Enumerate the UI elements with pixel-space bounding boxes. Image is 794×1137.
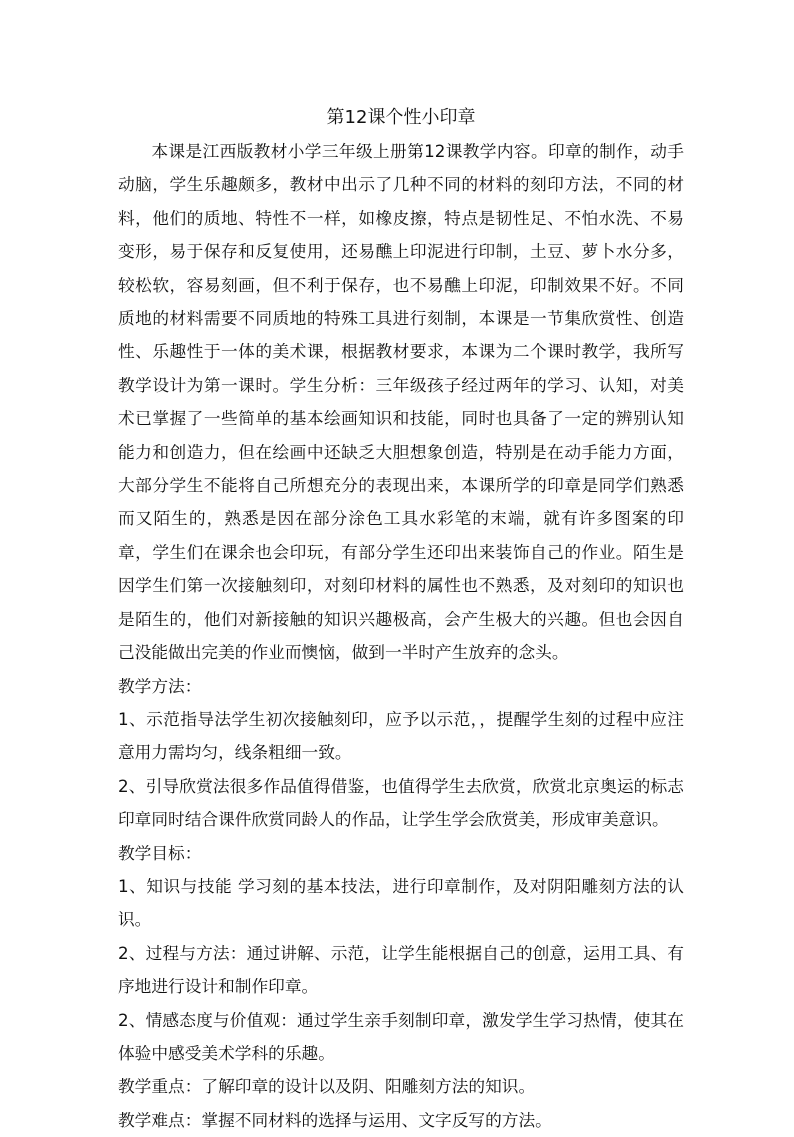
methods-heading: 教学方法： (118, 675, 202, 696)
method-item-2: 2、引导欣赏法很多作品值得借鉴，也值得学生去欣赏，欣赏北京奥运的标志印章同时结合课件欣赏同龄人的作品，让学生学会欣赏美，形成审美意识。 (118, 775, 684, 830)
difficulty-point: 教学难点：掌握不同材料的选择与运用、文字反写的方法。 (118, 1109, 552, 1130)
method-item-1: 1、示范指导法学生初次接触刻印，应予以示范，，提醒学生刻的过程中应注意用力需均匀，线条粗细一致。 (118, 708, 684, 763)
intro-paragraph: 本课是江西版教材小学三年级上册第12课教学内容。印章的制作，动手动脑，学生乐趣颇多，教材中出示了几种不同的材料的刻印方法，不同的材料，他们的质地、特性不一样，如橡皮擦，特点是韧性足、不怕水洗、不易变形，易于保存和反复使用，还易醮上印泥进行印制，土豆、萝卜水分多，较松软，容易刻画，但不利于保存，也不易醮上印泥，印制效果不好。不同质地的材料需要不同质地的特殊工具进行刻制，本课是一节集欣赏性、创造性、乐趣性于一体的美术课，根据教材要求，本课为二个课时教学，我所写教学设计为第一课时。学生分析：三年级孩子经过两年的学习、认知，对美术已掌握了一些简单的基本绘画知识和技能，同时也具备了一定的辨别认知能力和创造力，但在绘画中还缺乏大胆想象创造，特别是在动手能力方面，大部分学生不能将自己所想充分的表现出来，本课所学的印章是同学们熟悉而又陌生的，熟悉是因在部分涂色工具水彩笔的末端，就有许多图案的印章，学生们在课余也会印玩，有部分学生还印出来装饰自己的作业。陌生是因学生们第一次接触刻印，对刻印材料的属性也不熟悉，及对刻印的知识也是陌生的，他们对新接触的知识兴趣极高，会产生极大的兴趣。但也会因自己没能做出完美的作业而懊恼，做到一半时产生放弃的念头。 (118, 141, 684, 663)
key-point: 教学重点：了解印章的设计以及阴、阳雕刻方法的知识。 (118, 1076, 536, 1097)
goal-item-3: 2、情感态度与价值观：通过学生亲手刻制印章，激发学生学习热情，使其在体验中感受美术学科的乐趣。 (118, 1009, 684, 1063)
goals-heading: 教学目标： (118, 842, 202, 863)
goal-item-1: 1、知识与技能 学习刻的基本技法，进行印章制作，及对阴阳雕刻方法的认识。 (118, 875, 684, 930)
document-page (118, 101, 684, 1137)
goal-item-2: 2、过程与方法：通过讲解、示范，让学生能根据自己的创意，运用工具、有序地进行设计和制作印章。 (118, 942, 684, 997)
document-title: 第12课个性小印章 (326, 107, 476, 128)
